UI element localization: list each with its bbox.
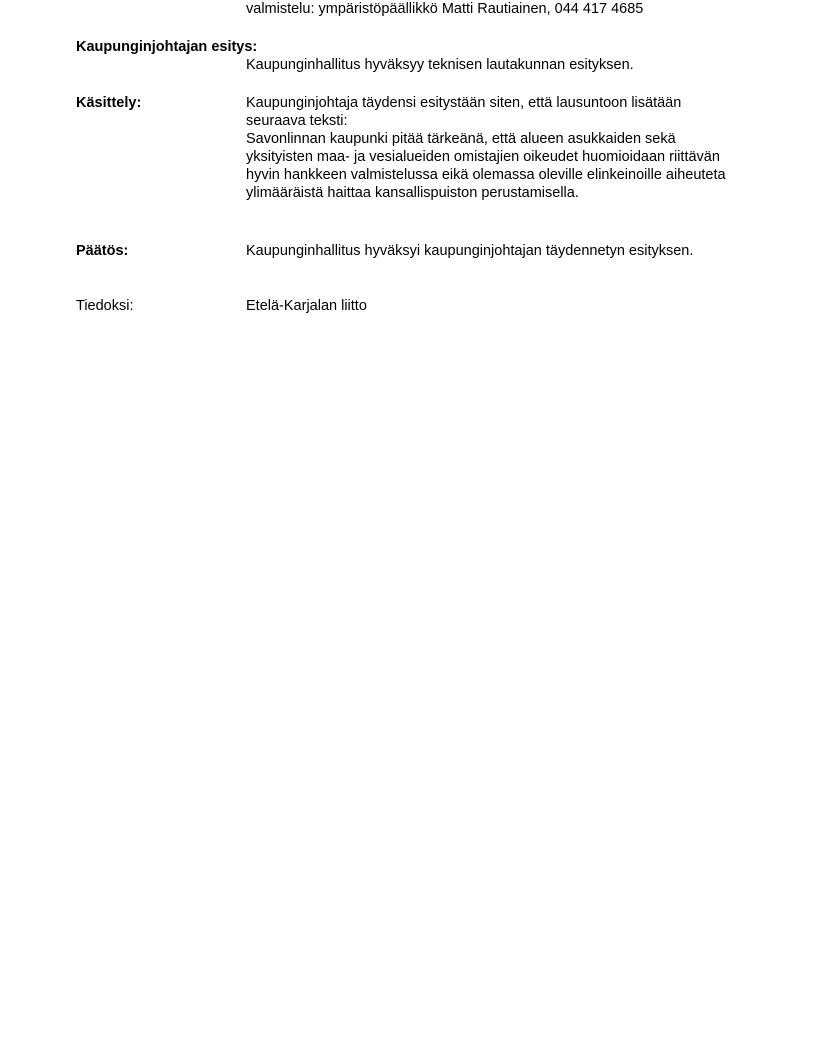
notice-text: Etelä-Karjalan liitto xyxy=(246,298,367,314)
mayor-proposal-label: Kaupunginjohtajan esitys: xyxy=(76,39,258,55)
handling-label: Käsittely: xyxy=(76,95,142,111)
handling-addition: Savonlinnan kaupunki pitää tärkeänä, että alueen asukkaiden sekä yksityisten maa- ja vesialueiden omistajien oikeudet huomioidaan riittävän hyvin hankkeen valmistelussa eikä olemassa oleville elinkeinoille aiheuteta ylimääräistä haittaa kansallispuiston perustamisella. xyxy=(246,131,726,201)
handling-intro: Kaupunginjohtaja täydensi esitystään siten, että lausuntoon lisätään seuraava teksti: xyxy=(246,95,682,129)
preparation-text: valmistelu: ympäristöpäällikkö Matti Rautiainen, 044 417 4685 xyxy=(246,1,644,17)
mayor-proposal-text: Kaupunginhallitus hyväksyy teknisen lautakunnan esityksen. xyxy=(246,57,634,73)
decision-label: Päätös: xyxy=(76,243,129,259)
handling-content xyxy=(246,94,736,202)
notice-label: Tiedoksi: xyxy=(76,298,134,314)
decision-text: Kaupunginhallitus hyväksyi kaupunginjohtajan täydennetyn esityksen. xyxy=(246,243,694,259)
